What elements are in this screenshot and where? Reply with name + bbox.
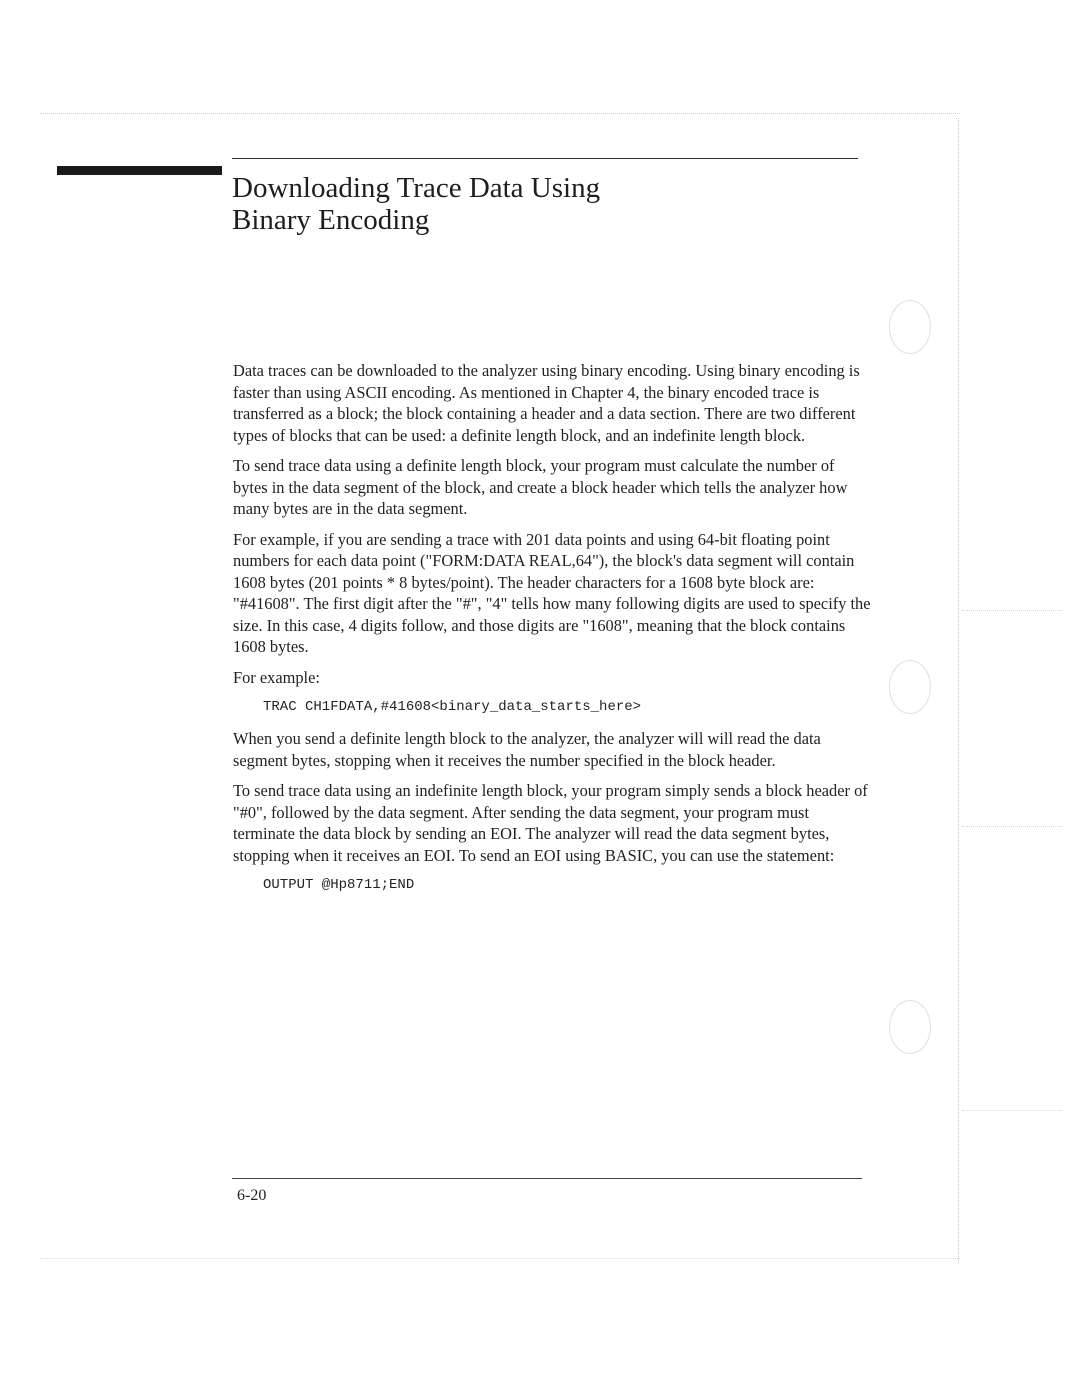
paragraph-example: For example, if you are sending a trace with 201 data points and using 64-bit floating point numbers for each data point ("FORM:DATA REAL,64"), the block's data segment will contain 1608 bytes (201 points * 8 bytes/point). The header characters for a 1608 byte block are: "#41608". The first digit after the "#", "4" tells how many following digits are used to specify the size. In this case, 4 digits follow, and those digits are "1608", meaning that the block contains 1608 bytes. xyxy=(233,529,871,656)
code-trac-command: TRAC CH1FDATA,#41608<binary_data_starts_here> xyxy=(263,699,642,715)
body-text xyxy=(233,360,873,906)
title-line-1: Downloading Trace Data Using xyxy=(232,172,601,204)
page-number: 6-20 xyxy=(237,1187,267,1204)
section-marker-bar xyxy=(57,166,222,175)
binder-hole-top xyxy=(889,300,931,354)
paragraph-for-example: For example: xyxy=(233,667,320,687)
paragraph-intro: Data traces can be downloaded to the analyzer using binary encoding. Using binary encoding is faster than using ASCII encoding. As mentioned in Chapter 4, the binary encoded trace is transferred as a block; the block containing a header and a data section. There are two different types of blocks that can be used: a definite length block, and an indefinite length block. xyxy=(233,361,860,445)
title-rule xyxy=(232,158,858,159)
side-rule-middle xyxy=(962,826,1062,827)
title-line-2: Binary Encoding xyxy=(232,204,430,236)
scan-edge-bottom xyxy=(40,1258,960,1259)
side-rule-upper xyxy=(962,610,1062,611)
paragraph-indefinite-length: To send trace data using an indefinite length block, your program simply sends a block header of "#0", followed by the data segment. After sending the data segment, your program must terminate the data block by sending an EOI. The analyzer will read the data segment bytes, stopping when it receives an EOI. To send an EOI using BASIC, you can use the statement: xyxy=(233,781,868,865)
binder-hole-bottom xyxy=(889,1000,931,1054)
page-title xyxy=(232,172,852,236)
paragraph-definite-read: When you send a definite length block to the analyzer, the analyzer will will read the data segment bytes, stopping when it receives the number specified in the block header. xyxy=(233,729,821,770)
scan-edge-right xyxy=(958,118,959,1263)
side-rule-lower xyxy=(962,1110,1062,1111)
binder-hole-middle xyxy=(889,660,931,714)
footer-rule xyxy=(232,1178,862,1179)
paragraph-definite-length: To send trace data using a definite length block, your program must calculate the number of bytes in the data segment of the block, and create a block header which tells the analyzer how many bytes are in the data segment. xyxy=(233,456,848,518)
code-output-statement: OUTPUT @Hp8711;END xyxy=(263,877,415,893)
scan-edge-top xyxy=(40,113,960,114)
